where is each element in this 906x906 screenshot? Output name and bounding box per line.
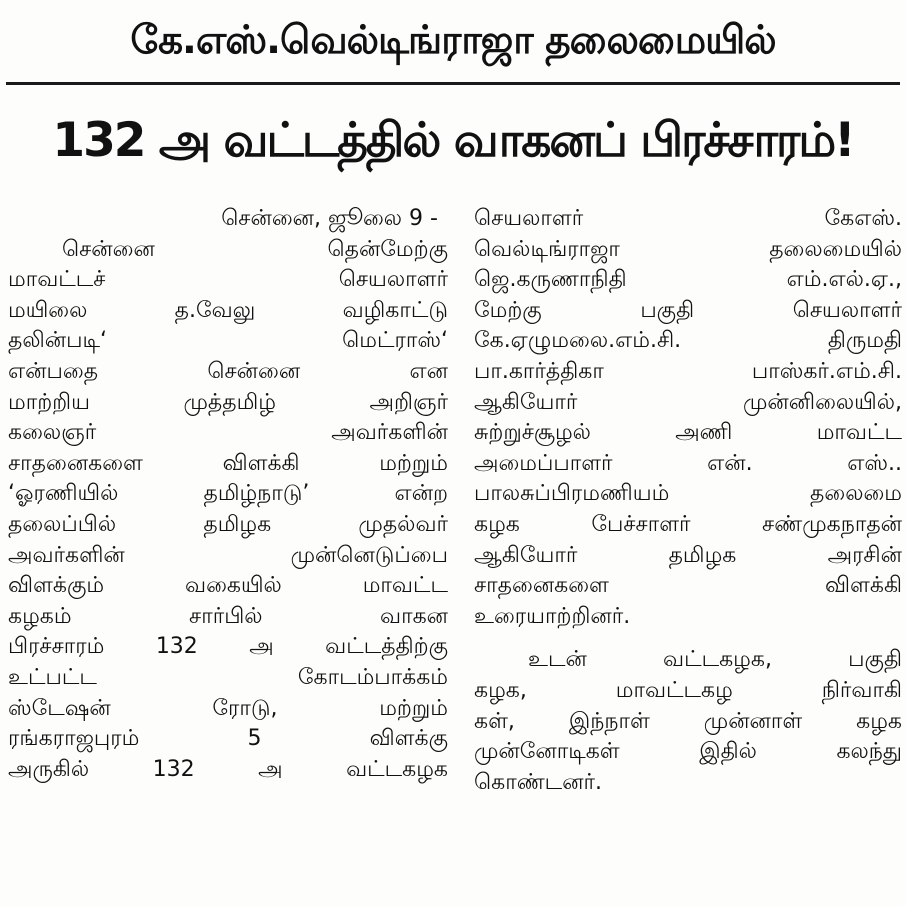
body-line: வெல்டிங்ராஜா தலைமையில் <box>474 236 902 262</box>
paragraph-gap <box>474 632 902 645</box>
body-line: கொண்டனர். <box>474 769 603 795</box>
body-line: கழக, மாவட்டகழ நிர்வாகி <box>474 677 902 703</box>
body-line: மேற்கு பகுதி செயலாளர் <box>474 297 902 323</box>
body-line: சுற்றுச்சூழல் அணி மாவட்ட <box>474 420 902 446</box>
body-line: ‘ஓரணியில் தமிழ்நாடு’ என்ற <box>8 481 448 507</box>
body-line: கள், இந்நாள் முன்னாள் கழக <box>474 708 902 734</box>
body-column-right <box>474 204 902 798</box>
body-line: கலைஞர் அவர்களின் <box>8 420 448 446</box>
body-line: தலைப்பில் தமிழக முதல்வர் <box>8 511 448 537</box>
body-line: அவர்களின் முன்னெடுப்பை <box>8 542 448 568</box>
body-line: ஆகியோர் தமிழக அரசின் <box>474 542 902 568</box>
body-line: பாலசுப்பிரமணியம் தலைமை <box>474 481 902 507</box>
body-line: கே.ஏழுமலை.எம்.சி. திருமதி <box>474 328 902 354</box>
article-headline: 132 அ வட்டத்தில் வாகனப் பிரச்சாரம்! <box>52 113 854 168</box>
body-line: பா.கார்த்திகா பாஸ்கர்.எம்.சி. <box>474 358 902 384</box>
body-line: மாவட்டச் செயலாளர் <box>8 267 448 293</box>
body-line: சாதனைகளை விளக்கி மற்றும் <box>8 450 448 476</box>
article-kicker: கே.எஸ்.வெல்டிங்ராஜா தலைமையில் <box>130 18 776 63</box>
body-line: சாதனைகளை விளக்கி <box>474 573 902 599</box>
body-line: உரையாற்றினர். <box>474 603 631 629</box>
body-line: ஆகியோர் முன்னிலையில், <box>474 389 902 415</box>
header-rule <box>6 82 900 85</box>
body-line: முன்னோடிகள் இதில் கலந்து <box>474 739 902 765</box>
body-line: உடன் வட்டகழக, பகுதி <box>528 647 902 673</box>
body-line: பிரச்சாரம் 132 அ வட்டத்திற்கு <box>8 634 448 660</box>
dateline: சென்னை, ஜூலை 9 - <box>221 206 438 231</box>
body-line: உட்பட்ட கோடம்பாக்கம் <box>8 664 448 690</box>
body-line: கழகம் சார்பில் வாகன <box>8 603 448 629</box>
body-line: மயிலை த.வேலு வழிகாட்டு <box>8 297 448 323</box>
body-line: தலின்படி‘ மெட்ராஸ்‘ <box>8 328 448 354</box>
body-line: கழக பேச்சாளர் சண்முகநாதன் <box>474 511 902 537</box>
body-line: மாற்றிய முத்தமிழ் அறிஞர் <box>8 389 448 415</box>
body-line: ரங்கராஜபுரம் 5 விளக்கு <box>8 726 448 752</box>
body-line: விளக்கும் வகையில் மாவட்ட <box>8 573 448 599</box>
body-line: என்பதை சென்னை என <box>8 358 448 384</box>
body-line: செயலாளர் கேஎஸ். <box>474 206 902 231</box>
body-line: அருகில் 132 அ வட்டகழக <box>8 756 448 782</box>
body-line: அமைப்பாளர் என். எஸ்.. <box>474 450 902 476</box>
body-line: ஸ்டேஷன் ரோடு, மற்றும் <box>8 695 448 721</box>
body-line: ஜெ.கருணாநிதி எம்.எல்.ஏ., <box>474 267 902 293</box>
body-column-left <box>8 204 448 785</box>
body-line: சென்னை தென்மேற்கு <box>62 236 448 262</box>
